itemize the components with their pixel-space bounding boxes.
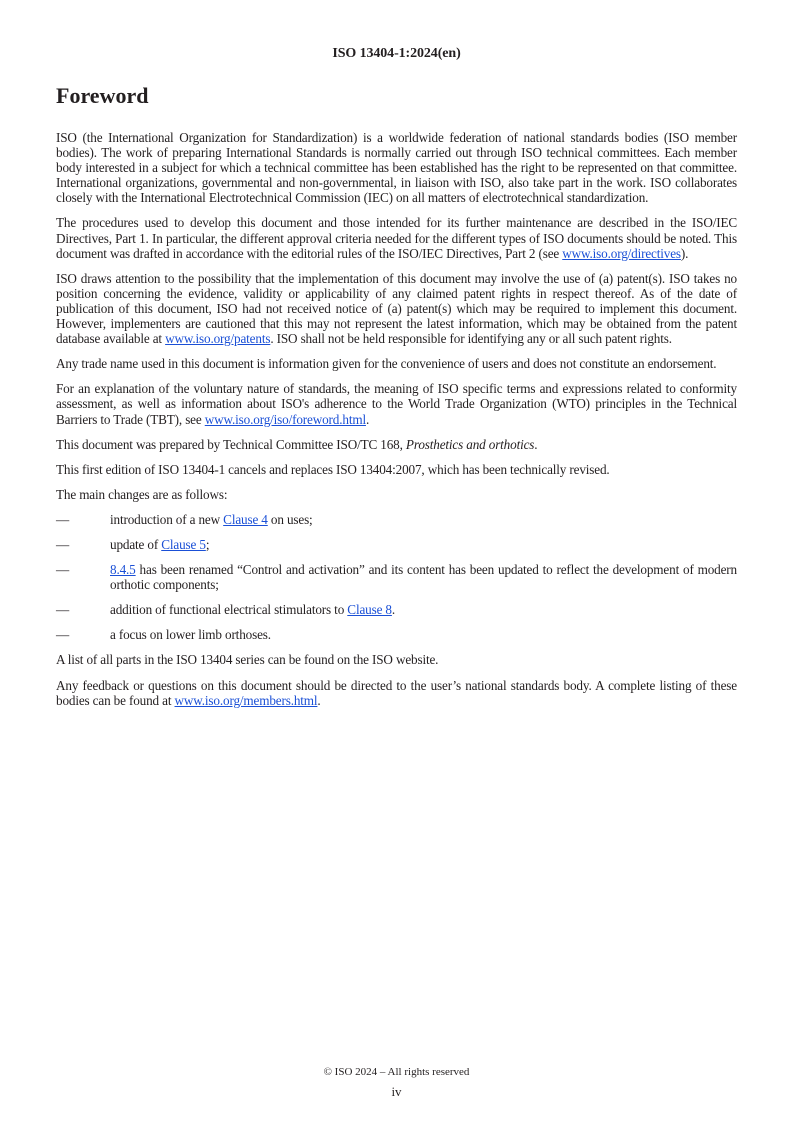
clause-8-4-5-link[interactable]: 8.4.5 bbox=[110, 562, 136, 578]
patents-link[interactable]: www.iso.org/patents bbox=[165, 331, 271, 347]
changes-list bbox=[56, 512, 737, 643]
clause-4-link[interactable]: Clause 4 bbox=[223, 511, 268, 527]
clause-8-link[interactable]: Clause 8 bbox=[347, 602, 392, 618]
paragraph-patents: ISO draws attention to the possibility that the implementation of this document may involve the use of (a) patent(s). ISO takes no position concerning the evidence, validity or applicability of any claimed patent rights in respect thereof. As of the date of publication of this document, ISO had not received notice of (a) patent(s) which may be required to implement this document. However, implementers are cautioned that this may not represent the latest information, which may be obtained from the patent database available at www.iso.org/patents. ISO shall not be held responsible for identifying any or all such patent rights. bbox=[56, 270, 737, 347]
paragraph-procedures: The procedures used to develop this document and those intended for its further maintenance are described in the ISO/IEC Directives, Part 1. In particular, the different approval criteria needed for the different types of ISO documents should be noted. This document was drafted in accordance with the editorial rules of the ISO/IEC Directives, Part 2 (see www.iso.org/directives). bbox=[56, 215, 737, 261]
foreword-info-link[interactable]: www.iso.org/iso/foreword.html bbox=[204, 411, 366, 427]
directives-link[interactable]: www.iso.org/directives bbox=[562, 245, 681, 261]
page-title: Foreword bbox=[56, 83, 149, 108]
dash-bullet: — bbox=[56, 536, 70, 552]
dash-bullet: — bbox=[56, 602, 70, 618]
paragraph-trade-name: Any trade name used in this document is information given for the convenience of users and does not constitute an endorsement. bbox=[56, 356, 717, 372]
list-item: — a focus on lower limb orthoses. bbox=[56, 627, 271, 643]
committee-title: Prosthetics and orthotics bbox=[405, 436, 535, 452]
paragraph-committee: This document was prepared by Technical Committee ISO/TC 168, Prosthetics and orthotics. bbox=[56, 436, 538, 452]
paragraph-series-parts: A list of all parts in the ISO 13404 series can be found on the ISO website. bbox=[56, 652, 439, 668]
clause-5-link[interactable]: Clause 5 bbox=[161, 536, 206, 552]
members-link[interactable]: www.iso.org/members.html bbox=[174, 692, 318, 708]
copyright-footer: © ISO 2024 – All rights reserved bbox=[323, 1066, 470, 1078]
paragraph-edition: This first edition of ISO 13404-1 cancels and replaces ISO 13404:2007, which has been technically revised. bbox=[56, 461, 610, 477]
dash-bullet: — bbox=[56, 511, 70, 527]
page-number: iv bbox=[391, 1084, 402, 1099]
list-item: — update of Clause 5; bbox=[56, 536, 210, 552]
paragraph-changes-intro: The main changes are as follows: bbox=[56, 486, 228, 502]
dash-bullet: — bbox=[56, 627, 70, 643]
dash-bullet: — bbox=[56, 562, 70, 578]
paragraph-iso-intro: ISO (the International Organization for Standardization) is a worldwide federation of national standards bodies (ISO member bodies). The work of preparing International Standards is normally carried out through ISO technical committees. Each member body interested in a subject for which a technical committee has been established has the right to be represented on that committee. International organizations, governmental and non-governmental, in liaison with ISO, also take part in the work. ISO collaborates closely with the International Electrotechnical Commission (IEC) on all matters of electrotechnical standardization. bbox=[56, 130, 737, 206]
list-item: — 8.4.5 has been renamed “Control and activation” and its content has been updated to reflect the development of modern orthotic components; bbox=[56, 562, 737, 593]
document-header-id: ISO 13404-1:2024(en) bbox=[332, 46, 461, 61]
paragraph-voluntary-nature: For an explanation of the voluntary nature of standards, the meaning of ISO specific terms and expressions related to conformity assessment, as well as information about ISO's adherence to the World Trade Organization (WTO) principles in the Technical Barriers to Trade (TBT), see www.iso.org/iso/foreword.html. bbox=[56, 381, 737, 427]
foreword-body bbox=[56, 130, 737, 718]
paragraph-feedback: Any feedback or questions on this document should be directed to the user’s national standards body. A complete listing of these bodies can be found at www.iso.org/members.html. bbox=[56, 677, 737, 708]
list-item: — addition of functional electrical stimulators to Clause 8. bbox=[56, 602, 396, 618]
list-item: — introduction of a new Clause 4 on uses; bbox=[56, 511, 313, 527]
